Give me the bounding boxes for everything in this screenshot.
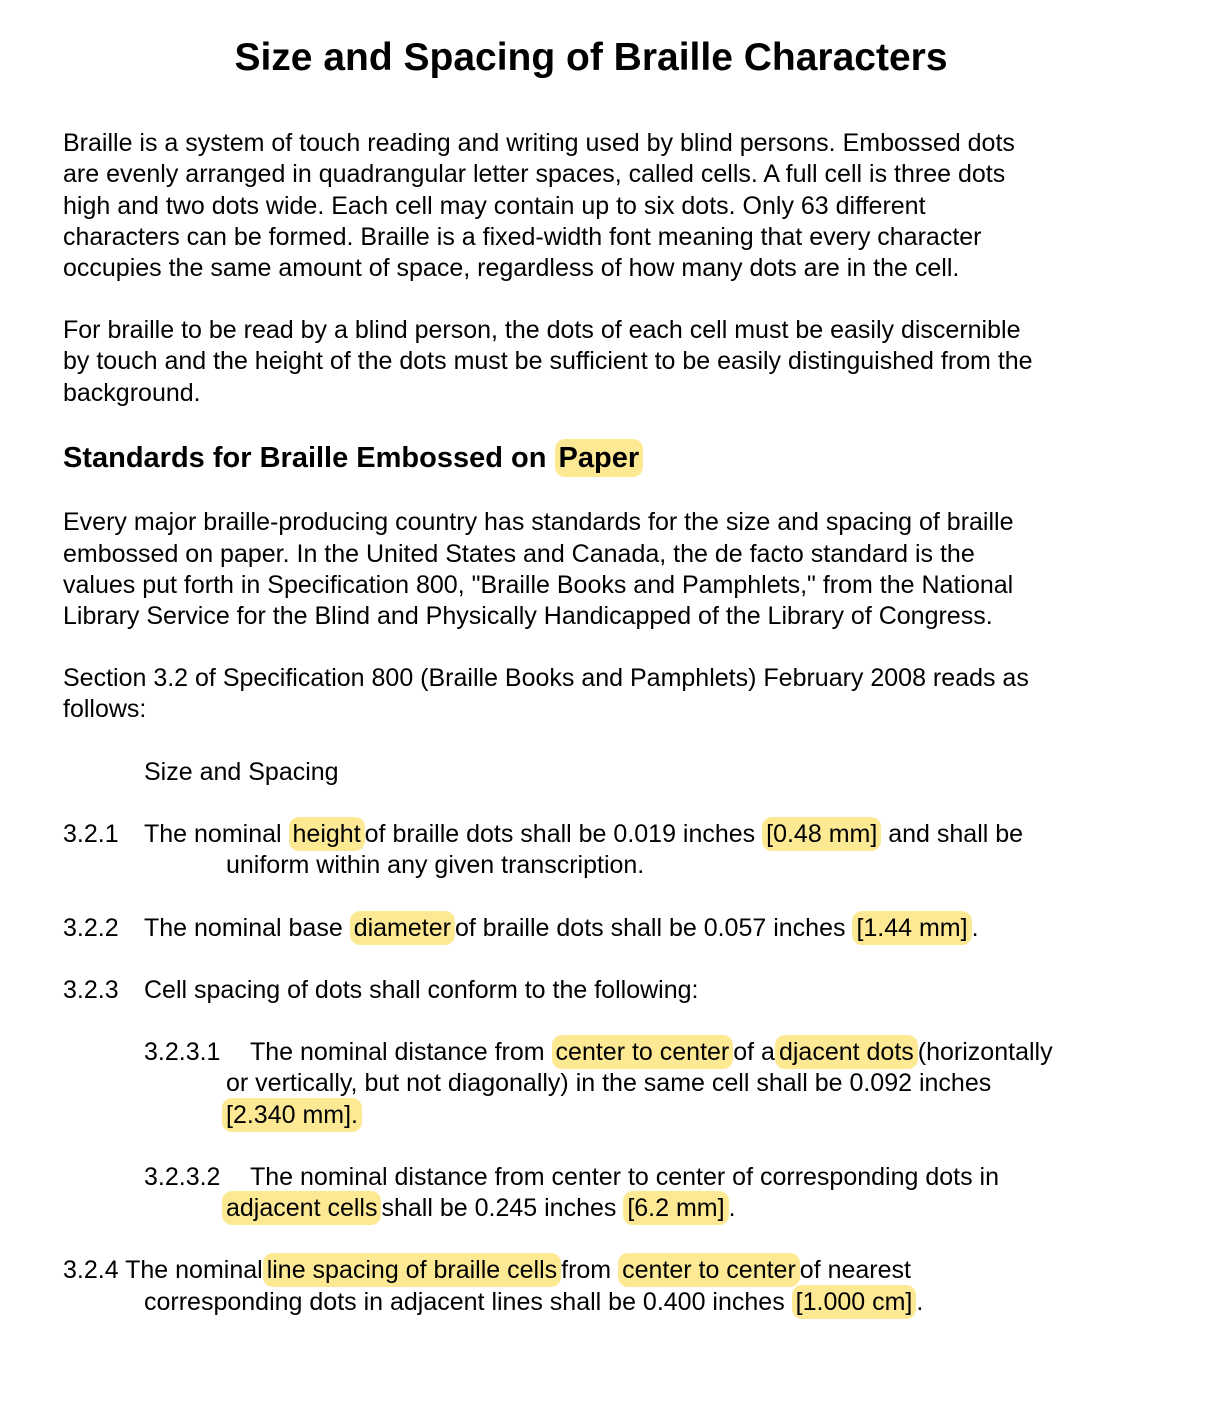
text: .	[971, 914, 979, 942]
text: shall be 0.245 inches	[381, 1194, 617, 1222]
highlight: diameter	[350, 911, 455, 945]
paragraph-line: are evenly arranged in quadrangular letter spaces, called cells. A full cell is three dots	[63, 160, 1006, 188]
text: of braille dots shall be 0.019 inches	[364, 820, 756, 848]
item-line	[144, 819, 1023, 850]
item-number: 3.2.2	[63, 914, 119, 942]
item-line	[144, 913, 979, 944]
paragraph-line: For braille to be read by a blind person, the dots of each cell must be easily discernible	[63, 316, 1021, 344]
highlight: [6.2 mm]	[623, 1191, 728, 1225]
item-line: or vertically, but not diagonally) in the same cell shall be 0.092 inches	[226, 1069, 992, 1097]
highlight: djacent dots	[775, 1035, 918, 1069]
text: .	[728, 1194, 736, 1222]
text: The nominal	[125, 1256, 263, 1284]
text: The nominal distance from	[250, 1038, 545, 1066]
item-line	[63, 1255, 911, 1286]
section-heading	[63, 438, 643, 478]
item-number: 3.2.3	[63, 976, 119, 1004]
text: and shall be	[888, 820, 1024, 848]
subheading: Size and Spacing	[144, 758, 339, 786]
page-title: Size and Spacing of Braille Characters	[234, 36, 948, 79]
paragraph-line: follows:	[63, 695, 147, 723]
item-line	[250, 1037, 1053, 1068]
highlight: [0.48 mm]	[762, 817, 881, 851]
highlight: [1.44 mm]	[852, 911, 971, 945]
paragraph-line: characters can be formed. Braille is a fixed-width font meaning that every character	[63, 223, 982, 251]
highlight: line spacing of braille cells	[263, 1253, 561, 1287]
paragraph-line: Braille is a system of touch reading and writing used by blind persons. Embossed dots	[63, 129, 1015, 157]
text: The nominal base	[144, 914, 343, 942]
text: .	[916, 1288, 924, 1316]
highlight: [2.340 mm].	[222, 1098, 362, 1132]
item-line: uniform within any given transcription.	[226, 851, 645, 879]
highlight: height	[289, 817, 365, 851]
highlight: adjacent cells	[222, 1191, 381, 1225]
item-line	[222, 1193, 736, 1224]
item-line	[144, 1287, 923, 1318]
text: of braille dots shall be 0.057 inches	[454, 914, 846, 942]
highlight: center to center	[552, 1035, 734, 1069]
item-number: 3.2.1	[63, 820, 119, 848]
item-line	[222, 1100, 362, 1131]
item-line: The nominal distance from center to center of corresponding dots in	[250, 1163, 1000, 1191]
text: of nearest	[799, 1256, 911, 1284]
highlight: center to center	[618, 1253, 800, 1287]
paragraph-line: by touch and the height of the dots must be sufficient to be easily distinguished from the	[63, 347, 1033, 375]
paragraph-line: Library Service for the Blind and Physically Handicapped of the Library of Congress.	[63, 602, 993, 630]
text: corresponding dots in adjacent lines shall be 0.400 inches	[144, 1288, 785, 1316]
paragraph-line: embossed on paper. In the United States and Canada, the de facto standard is the	[63, 540, 975, 568]
highlight: [1.000 cm]	[792, 1285, 917, 1319]
paragraph-line: occupies the same amount of space, regardless of how many dots are in the cell.	[63, 254, 960, 282]
paragraph-line: high and two dots wide. Each cell may contain up to six dots. Only 63 different	[63, 192, 926, 220]
item-number: 3.2.4	[63, 1256, 119, 1284]
paragraph-line: values put forth in Specification 800, "Braille Books and Pamphlets," from the National	[63, 571, 1014, 599]
heading-text: Standards for Braille Embossed on	[63, 442, 547, 474]
text: from	[561, 1256, 612, 1284]
paragraph-line: Section 3.2 of Specification 800 (Braille Books and Pamphlets) February 2008 reads as	[63, 664, 1029, 692]
item-line: Cell spacing of dots shall conform to the following:	[144, 976, 699, 1004]
text: of a	[733, 1038, 775, 1066]
item-number: 3.2.3.2	[144, 1163, 221, 1191]
item-number: 3.2.3.1	[144, 1038, 221, 1066]
text: The nominal	[144, 820, 282, 848]
paragraph-line: Every major braille-producing country has standards for the size and spacing of braille	[63, 508, 1014, 536]
paragraph-line: background.	[63, 379, 201, 407]
highlight: Paper	[555, 439, 644, 477]
text: (horizontally	[917, 1038, 1053, 1066]
